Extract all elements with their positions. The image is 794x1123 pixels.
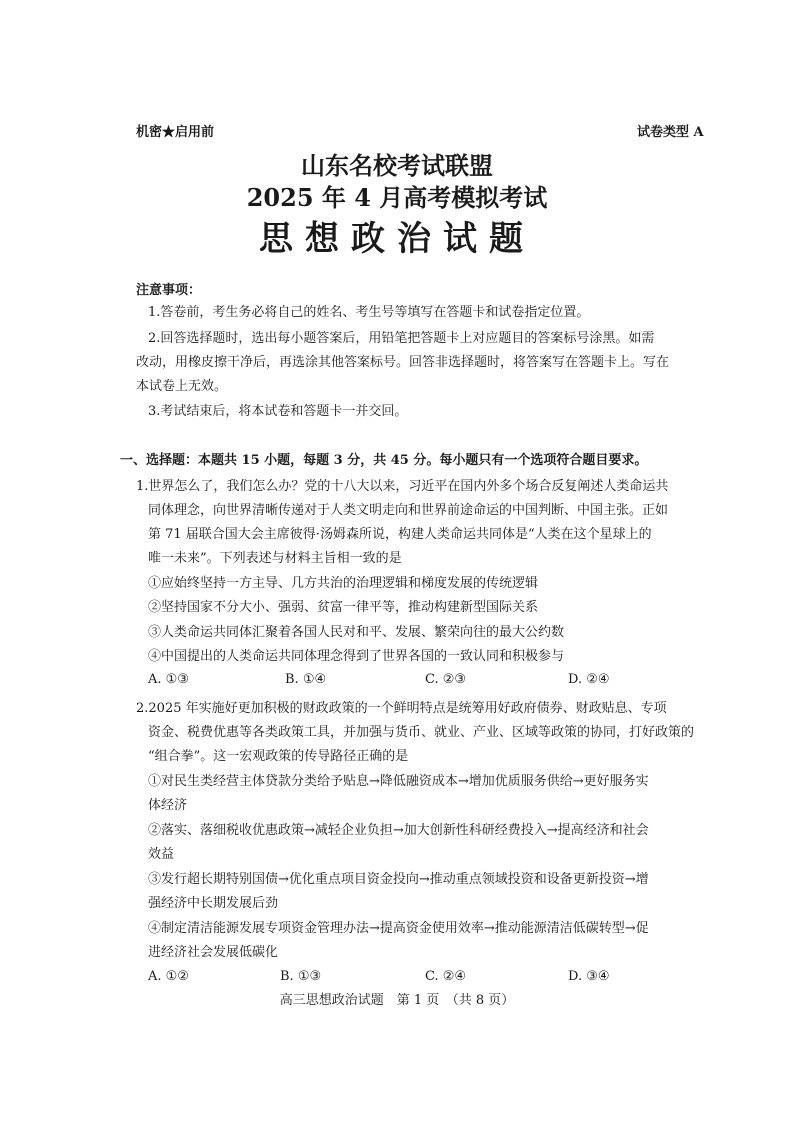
q1-stem-line-2: 同体理念，向世界清晰传递对于人类文明走向和世界前途命运的中国判断、中国主张。正如 [148,503,669,518]
q2-option-b: B. ①③ [280,969,322,984]
q2-stem-line-3: “组合拳”。这一宏观政策的传导路径正确的是 [148,749,409,764]
q1-item-4: ④中国提出的人类命运共同体理念得到了世界各国的一致认同和积极参与 [148,649,565,664]
section-heading: 一、选择题：本题共 15 小题，每题 3 分，共 45 分。每小题只有一个选项符合题目要求。 [120,453,648,468]
q2-item-4: ④制定清洁能源发展专项资金管理办法→提高资金使用效率→推动能源清洁低碳转型→促 [148,921,649,936]
notice-item-3: 3.考试结束后，将本试卷和答题卡一并交回。 [148,404,408,419]
q2-item-4-cont: 进经济社会发展低碳化 [148,945,279,960]
exam-alliance-title: 山东名校考试联盟 [301,151,493,180]
notice-item-2: 2.回答选择题时，选出每小题答案后，用铅笔把答题卡上对应题目的答案标号涂黑。如需 [148,331,655,346]
q2-item-1-cont: 体经济 [148,798,188,813]
q1-stem-line-4: 唯一未来”。下列表述与材料主旨相一致的是 [148,551,402,566]
paper-type-label: 试卷类型 A [637,125,704,140]
q2-option-c: C. ②④ [425,969,467,984]
q2-item-2: ②落实、落细税收优惠政策→减轻企业负担→加大创新性科研经费投入→提高经济和社会 [148,823,649,838]
q1-item-3: ③人类命运共同体汇聚着各国人民对和平、发展、繁荣向往的最大公约数 [148,625,565,640]
notice-item-2-cont2: 本试卷上无效。 [136,379,228,394]
q2-item-3-cont: 强经济中长期发展后劲 [148,896,279,911]
q1-option-d: D. ②④ [568,672,610,687]
q2-stem-line-2: 资金、税费优惠等各类政策工具，并加强与货币、就业、产业、区域等政策的协同，打好政策的 [148,725,695,740]
notice-item-2-cont: 改动，用橡皮擦干净后，再选涂其他答案标号。回答非选择题时，将答案写在答题卡上。写在 [136,355,670,370]
q1-option-c: C. ②③ [425,672,467,687]
q2-item-1: ①对民生类经营主体贷款分类给予贴息→降低融资成本→增加优质服务供给→更好服务实 [148,774,649,789]
q2-item-3: ③发行超长期特别国债→优化重点项目资金投向→推动重点领域投资和设备更新投资→增 [148,872,649,887]
q1-item-2: ②坚持国家不分大小、强弱、贫富一律平等，推动构建新型国际关系 [148,600,539,615]
q1-item-1: ①应始终坚持一方主导、几方共治的治理逻辑和梯度发展的传统逻辑 [148,576,539,591]
q1-option-a: A. ①③ [148,672,189,687]
subject-title: 思想政治试题 [259,219,535,259]
q1-stem-line-3: 第 71 届联合国大会主席彼得·汤姆森所说，构建人类命运共同体是“人类在这个星球上的 [148,527,652,542]
notice-item-1: 1.答卷前，考生务必将自己的姓名、考生号等填写在答题卡和试卷指定位置。 [148,305,590,320]
q2-option-d: D. ③④ [568,969,610,984]
confidential-label: 机密★启用前 [136,125,215,140]
page-footer: 高三思想政治试题 第 1 页 （共 8 页） [279,993,515,1008]
q2-stem-line-1: 2.2025 年实施好更加积极的财政政策的一个鲜明特点是统筹用好政府债券、财政贴息、专项 [136,701,667,716]
notice-heading: 注意事项： [136,283,202,298]
q2-option-a: A. ①② [148,969,189,984]
q2-item-2-cont: 效益 [148,847,175,862]
q1-stem-line-1: 1.世界怎么了，我们怎么办？党的十八大以来，习近平在国内外多个场合反复阐述人类命运共 [136,479,669,494]
q1-option-b: B. ①④ [285,672,327,687]
exam-session-title: 2025 年 4 月高考模拟考试 [246,183,548,212]
